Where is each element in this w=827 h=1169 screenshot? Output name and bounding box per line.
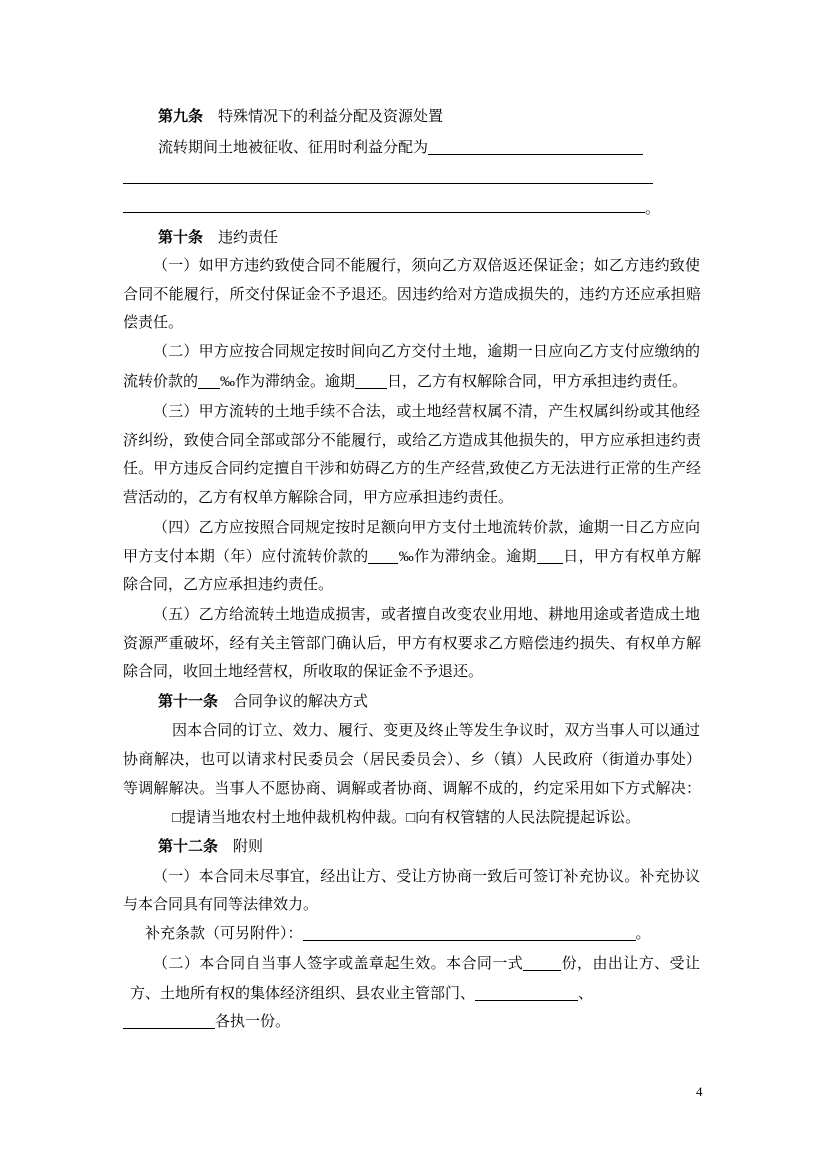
paragraph-line: 营活动的，乙方有权单方解除合同，甲方应承担违约责任。 (123, 490, 514, 506)
blank-field (475, 986, 578, 1001)
dispute-options (172, 807, 640, 829)
blank-field (123, 1014, 215, 1029)
paragraph-line: （一）本合同未尽事宜，经出让方、受让方协商一致后可签订补充协议。补充协议 (153, 869, 700, 885)
paragraph-line: 协商解决，也可以请求村民委员会（居民委员会）、乡（镇）人民政府（街道办事处） (123, 752, 701, 768)
paragraph-line: 任。甲方违反合同约定擅自干涉和妨碍乙方的生产经营,致使乙方无法进行正常的生产经 (123, 461, 701, 477)
paragraph-line (123, 1011, 290, 1033)
paragraph-line: 偿责任。 (123, 315, 184, 331)
article-title: 合同争议的解决方式 (233, 694, 369, 710)
option-arbitration: □提请当地农村土地仲裁机构仲裁。 (172, 810, 407, 826)
paragraph-line (130, 983, 593, 1005)
blank-line (123, 212, 645, 213)
paragraph-line: （一）如甲方违约致使合同不能履行，须向乙方双倍返还保证金；如乙方违约致使 (153, 258, 700, 274)
blank-field (368, 549, 398, 564)
paragraph-line: 合同不能履行，所交付保证金不予退还。因违约给对方造成损失的，违约方还应承担赔 (123, 287, 701, 303)
blank-field (523, 956, 561, 971)
paragraph-line: 除合同，乙方应承担违约责任。 (123, 577, 334, 593)
article12-heading (158, 836, 263, 858)
blank-line (123, 183, 653, 184)
article9-text-line (158, 137, 643, 159)
text-segment: ‰作为滞纳金。逾期 (220, 374, 356, 390)
paragraph-line (123, 371, 687, 393)
blank-field (428, 140, 643, 155)
blank-field (355, 374, 387, 389)
option-litigation: □向有权管辖的人民法院提起诉讼。 (406, 810, 641, 826)
paragraph-line (123, 546, 701, 568)
blank-field (303, 926, 636, 941)
paragraph-line: 资源严重破坏，经有关主管部门确认后，甲方有权要求乙方赔偿违约损失、有权单方解 (123, 636, 701, 652)
paragraph-line: （三）甲方流转的土地手续不合法，或土地经营权属不清，产生权属纠纷或其他经 (153, 404, 700, 420)
article-label: 第十二条 (158, 839, 219, 855)
paragraph-line: （五）乙方给流转土地造成损害，或者擅自改变农业用地、耕地用途或者造成土地 (153, 607, 700, 623)
text-segment: 日，甲方有权单方解 (562, 549, 701, 565)
text-segment: 、 (578, 986, 594, 1002)
text-segment: 甲方支付本期（年）应付流转价款的 (123, 549, 369, 565)
paragraph-line: 济纠纷，致使合同全部或部分不能履行，或给乙方造成其他损失的，甲方应承担违约责 (123, 433, 701, 449)
article-title: 附则 (233, 839, 264, 855)
paragraph-line: 等调解解决。当事人不愿协商、调解或者协商、调解不成的，约定采用如下方式解决： (123, 781, 701, 797)
article-label: 第九条 (158, 109, 204, 125)
article-label: 第十一条 (158, 694, 219, 710)
text-segment: 日，乙方有权解除合同，甲方承担违约责任。 (387, 374, 688, 390)
paragraph-line: 与本合同具有同等法律效力。 (123, 897, 319, 913)
text-segment: ‰作为滞纳金。逾期 (398, 549, 537, 565)
page-number: 4 (696, 1084, 703, 1099)
text-segment: （二）本合同自当事人签字或盖章起生效。本合同一式 (153, 956, 524, 972)
text-segment: 流转价款的 (123, 374, 199, 390)
text-segment: 补充条款（可另附件）： (145, 926, 303, 942)
article10-heading (158, 227, 278, 249)
supplementary-line (145, 923, 651, 945)
article-title: 特殊情况下的利益分配及资源处置 (218, 109, 444, 125)
text-segment: 份，由出让方、受让 (561, 956, 700, 972)
end-mark: 。 (635, 926, 651, 942)
paragraph-line: （二）甲方应按合同规定按时间向乙方交付土地，逾期一日应向乙方支付应缴纳的 (153, 344, 700, 360)
article-title: 违约责任 (218, 230, 279, 246)
text-segment: 流转期间土地被征收、征用时利益分配为 (158, 140, 429, 156)
blank-field (198, 374, 220, 389)
paragraph-line: 除合同，收回土地经营权，所收取的保证金不予退还。 (123, 664, 484, 680)
blank-field (537, 549, 563, 564)
paragraph-line (153, 953, 700, 975)
paragraph-line: （四）乙方应按照合同规定按时足额向甲方支付土地流转价款，逾期一日乙方应向 (153, 520, 700, 536)
paragraph-line: 因本合同的订立、效力、履行、变更及终止等发生争议时，双方当事人可以通过 (172, 723, 700, 739)
article11-heading (158, 691, 368, 713)
text-segment: 各执一份。 (215, 1014, 291, 1030)
article9-heading (158, 106, 443, 128)
article-label: 第十条 (158, 230, 204, 246)
text-segment: 方、土地所有权的集体经济组织、县农业主管部门、 (130, 986, 476, 1002)
end-mark: 。 (645, 201, 661, 217)
